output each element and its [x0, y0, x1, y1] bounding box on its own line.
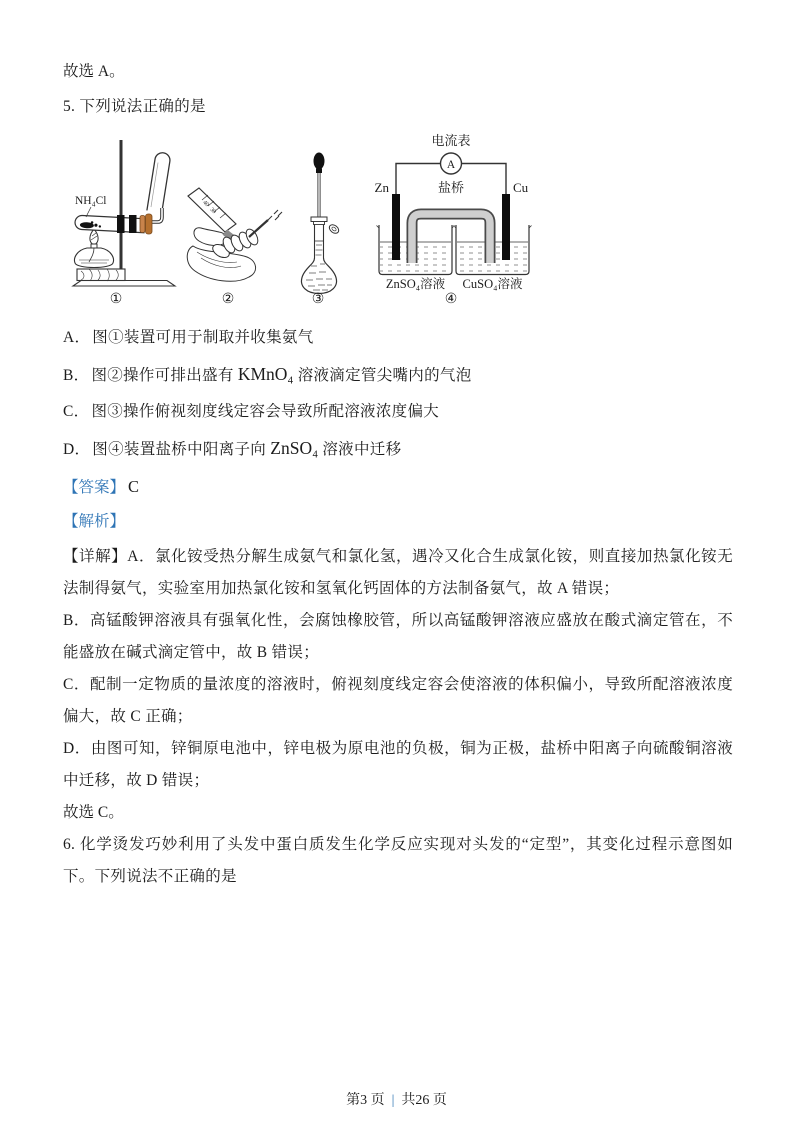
dropper	[314, 153, 325, 218]
option-b	[63, 363, 733, 387]
reagent-label: NH₄Cl	[75, 195, 107, 207]
option-b-label: B．	[63, 367, 90, 384]
detail-paragraph-b: B．高锰酸钾溶液具有强氧化性，会腐蚀橡胶管，所以高锰酸钾溶液应盛放在酸式滴定管在，不能盛放在碱式滴定管中，故 B 错误；	[63, 612, 733, 661]
burette-tip	[249, 220, 268, 237]
conclusion-line: 故选 C。	[63, 804, 124, 821]
burette-scale: 40	[201, 199, 210, 209]
option-a	[63, 327, 733, 349]
option-d-text: 图④装置盐桥中阳离子向	[92, 441, 271, 458]
option-d-label: D．	[63, 441, 91, 458]
copper-label: Cu	[513, 180, 529, 195]
znso4-formula: ZnSO₄	[270, 438, 319, 458]
apparatus-1-ammonia-generation	[73, 140, 175, 286]
page-footer	[0, 1093, 793, 1109]
copper-electrode	[502, 194, 510, 260]
apparatus-2-burette-operation	[187, 188, 282, 281]
wire-left	[396, 164, 441, 197]
alcohol-lamp	[75, 229, 114, 268]
page-number-current: 第3 页	[346, 1093, 385, 1108]
option-b-text: 图②操作可排出盛有	[91, 367, 238, 384]
question-6-stem: 6. 化学烫发巧妙利用了头发中蛋白质发生化学反应实现对头发的“定型”，其变化过程示意图如下。下列说法不正确的是	[63, 836, 733, 885]
clamp-jaw	[117, 215, 125, 233]
liquid-jet	[274, 210, 282, 220]
page-number-separator: |	[391, 1093, 395, 1108]
figure-caption-4: ④	[444, 292, 458, 307]
question-5-figure	[63, 130, 733, 315]
figure-caption-1: ①	[109, 292, 123, 307]
option-c-label: C．	[63, 403, 90, 420]
answer-label: 【答案】	[63, 479, 126, 496]
kmno4-formula: KMnO₄	[237, 364, 294, 384]
option-d	[63, 437, 733, 461]
salt-bridge-label: 盐桥	[437, 180, 465, 195]
solution-left-label: ZnSO₄溶液	[385, 277, 446, 291]
page-content	[63, 61, 733, 893]
page-number-total: 共26 页	[401, 1093, 447, 1108]
apparatus-3-volumetric-flask	[301, 153, 340, 294]
option-b-text: 溶液滴定管尖嘴内的气泡	[293, 367, 472, 384]
apparatus-4-galvanic-cell	[375, 133, 532, 291]
burette-scale: 30	[208, 206, 217, 216]
analysis-line	[63, 511, 733, 533]
previous-answer-line: 故选 A。	[63, 63, 125, 80]
stand-base	[73, 281, 175, 287]
ammeter-symbol: A	[446, 159, 456, 171]
option-d-text: 溶液中迁移	[318, 441, 402, 458]
answer-value: C	[128, 477, 140, 496]
flask-body	[301, 258, 336, 294]
hand	[194, 228, 227, 246]
question-5-stem: 5. 下列说法正确的是	[63, 98, 206, 115]
option-a-text: 图①装置可用于制取并收集氨气	[92, 329, 314, 346]
rubber-stopper	[140, 214, 152, 234]
answer-line	[63, 475, 733, 499]
solution-right-label: CuSO₄溶液	[462, 277, 523, 291]
analysis-label: 【解析】	[63, 513, 126, 530]
clamp-jaw	[129, 215, 137, 233]
detail-paragraph-d: D．由图可知，锌铜原电池中，锌电极为原电池的负极，铜为正极，盐桥中阳离子向硫酸铜溶液中迁移，故 D 错误；	[63, 740, 733, 789]
wire-right	[462, 164, 507, 197]
option-c	[63, 401, 733, 423]
option-c-text: 图③操作俯视刻度线定容会导致所配溶液浓度偏大	[91, 403, 440, 420]
collection-test-tube	[147, 152, 171, 213]
glass-stopper	[328, 223, 341, 235]
zinc-label: Zn	[374, 180, 389, 195]
option-a-label: A．	[63, 329, 91, 346]
apparatus-figure-svg	[63, 130, 533, 310]
ammeter-label: 电流表	[431, 133, 471, 148]
detail-paragraph-a: 【详解】A．氯化铵受热分解生成氨气和氯化氢，遇冷又化合生成氯化铵，则直接加热氯化铵无法制得氨气，实验室用加热氯化铵和氢氧化钙固体的方法制备氨气，故 A 错误；	[63, 548, 733, 597]
detail-paragraph-c: C．配制一定物质的量浓度的溶液时，俯视刻度线定容会使溶液的体积偏小，导致所配溶液浓度偏大，故 C 正确；	[63, 676, 733, 725]
zinc-electrode	[392, 194, 400, 260]
figure-caption-3: ③	[311, 292, 325, 307]
figure-caption-2: ②	[221, 292, 235, 307]
wood-block	[77, 269, 125, 281]
detail-label: 【详解】	[63, 548, 128, 565]
